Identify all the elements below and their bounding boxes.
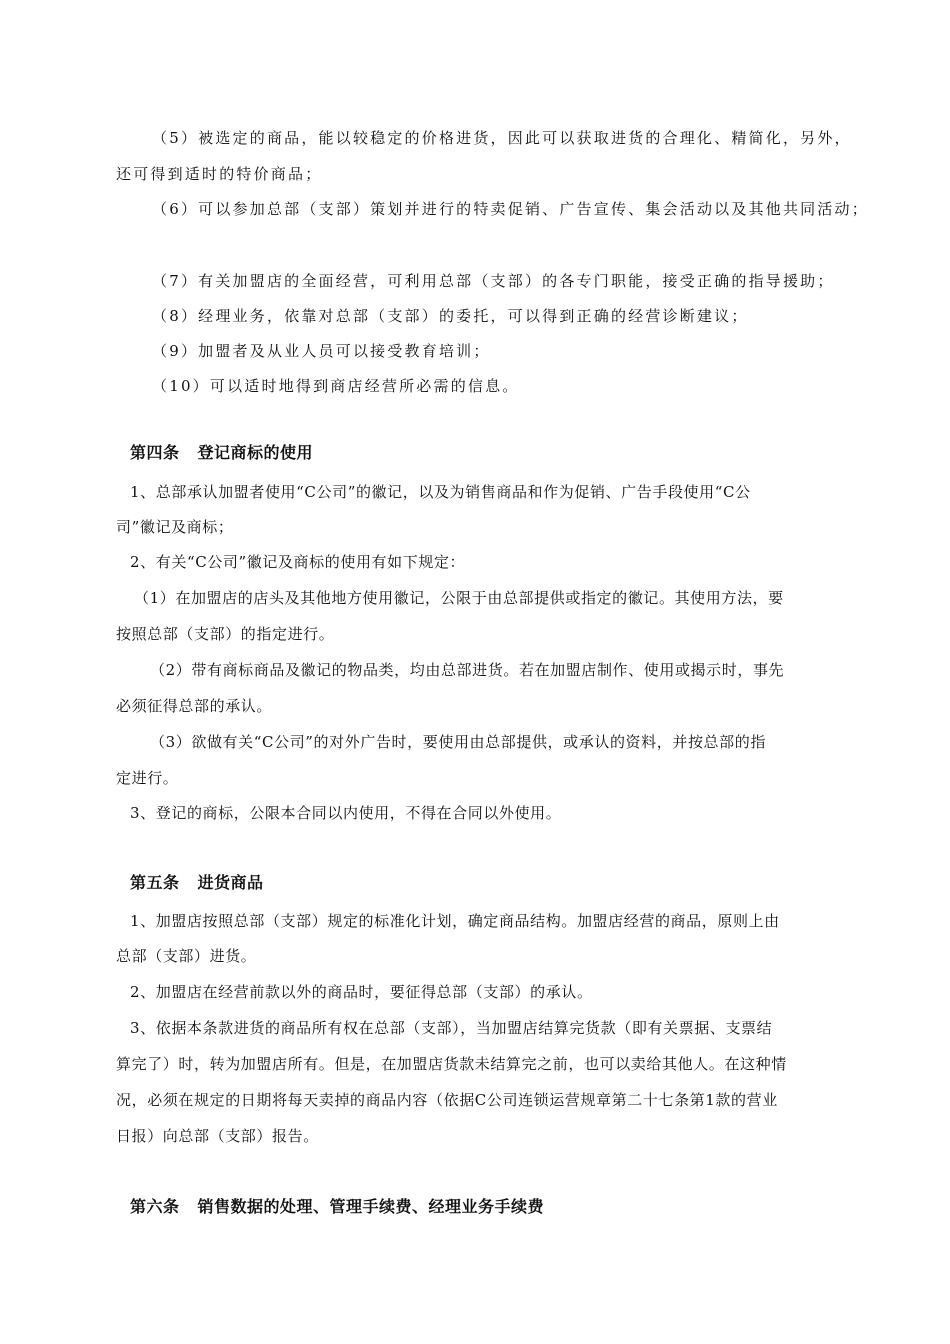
article-4-sub1-line-2: 按照总部（支部）的指定进行。	[116, 625, 335, 643]
article-5-p1-line-1: 1、加盟店按照总部（支部）规定的标准化计划，确定商品结构。加盟店经营的商品，原则上由	[130, 912, 780, 930]
article-4-p1-line-1: 1、总部承认加盟者使用“C公司”的徽记，以及为销售商品和作为促销、广告手段使用“C公	[130, 483, 751, 501]
item-5-line-2: 还可得到适时的特价商品；	[116, 165, 323, 183]
item-7: （7）有关加盟店的全面经营，可利用总部（支部）的各专门职能，接受正确的指导援助；	[152, 272, 835, 290]
article-5-p2: 2、加盟店在经营前款以外的商品时，要征得总部（支部）的承认。	[130, 983, 593, 1001]
article-6-title: 销售数据的处理、管理手续费、经理业务手续费	[197, 1197, 545, 1216]
article-4-sub2-line-2: 必须征得总部的承认。	[116, 697, 273, 715]
item-10: （10）可以适时地得到商店经营所必需的信息。	[152, 377, 520, 395]
article-5-p3-line-1: 3、依据本条款进货的商品所有权在总部（支部），当加盟店结算完货款（即有关票据、支票结	[130, 1019, 773, 1037]
article-6-heading	[130, 1197, 544, 1217]
article-4-p2: 2、有关“C公司”徽记及商标的使用有如下规定：	[130, 553, 466, 571]
item-5-line-1: （5）被选定的商品，能以较稳定的价格进货，因此可以获取进货的合理化、精简化，另外，	[152, 129, 852, 147]
article-5-p1-line-2: 总部（支部）进货。	[116, 947, 257, 965]
article-4-sub1-line-1: （1）在加盟店的店头及其他地方使用徽记，公限于由总部提供或指定的徽记。其使用方法，要	[134, 589, 784, 607]
item-8: （8）经理业务，依靠对总部（支部）的委托，可以得到正确的经营诊断建议；	[152, 307, 749, 325]
article-4-number: 第四条	[130, 443, 180, 462]
article-4-sub3-line-1: （3）欲做有关“C公司”的对外广告时，要使用由总部提供，或承认的资料，并按总部的指	[150, 733, 766, 751]
article-5-p3-line-2: 算完了）时，转为加盟店所有。但是，在加盟店货款未结算完之前，也可以卖给其他人。在这种情	[116, 1055, 787, 1073]
article-4-heading	[130, 443, 313, 463]
article-4-title: 登记商标的使用	[197, 443, 314, 462]
article-5-p3-line-3: 况，必须在规定的日期将每天卖掉的商品内容（依据C公司连锁运营规章第二十七条第1款的营业	[116, 1091, 778, 1109]
item-9: （9）加盟者及从业人员可以接受教育培训；	[152, 342, 491, 360]
article-4-p3: 3、登记的商标，公限本合同以内使用，不得在合同以外使用。	[130, 804, 562, 822]
article-5-title: 进货商品	[197, 873, 264, 892]
article-6-number: 第六条	[130, 1197, 180, 1216]
article-4-sub3-line-2: 定进行。	[116, 769, 179, 787]
article-5-number: 第五条	[130, 873, 180, 892]
article-4-sub2-line-1: （2）带有商标商品及徽记的物品类，均由总部进货。若在加盟店制作、使用或揭示时，事先	[150, 661, 785, 679]
article-4-p1-line-2: 司”徽记及商标；	[116, 518, 234, 536]
article-5-heading	[130, 873, 264, 893]
item-6: （6）可以参加总部（支部）策划并进行的特卖促销、广告宣传、集会活动以及其他共同活动；	[152, 200, 869, 218]
article-5-p3-line-4: 日报）向总部（支部）报告。	[116, 1127, 319, 1145]
